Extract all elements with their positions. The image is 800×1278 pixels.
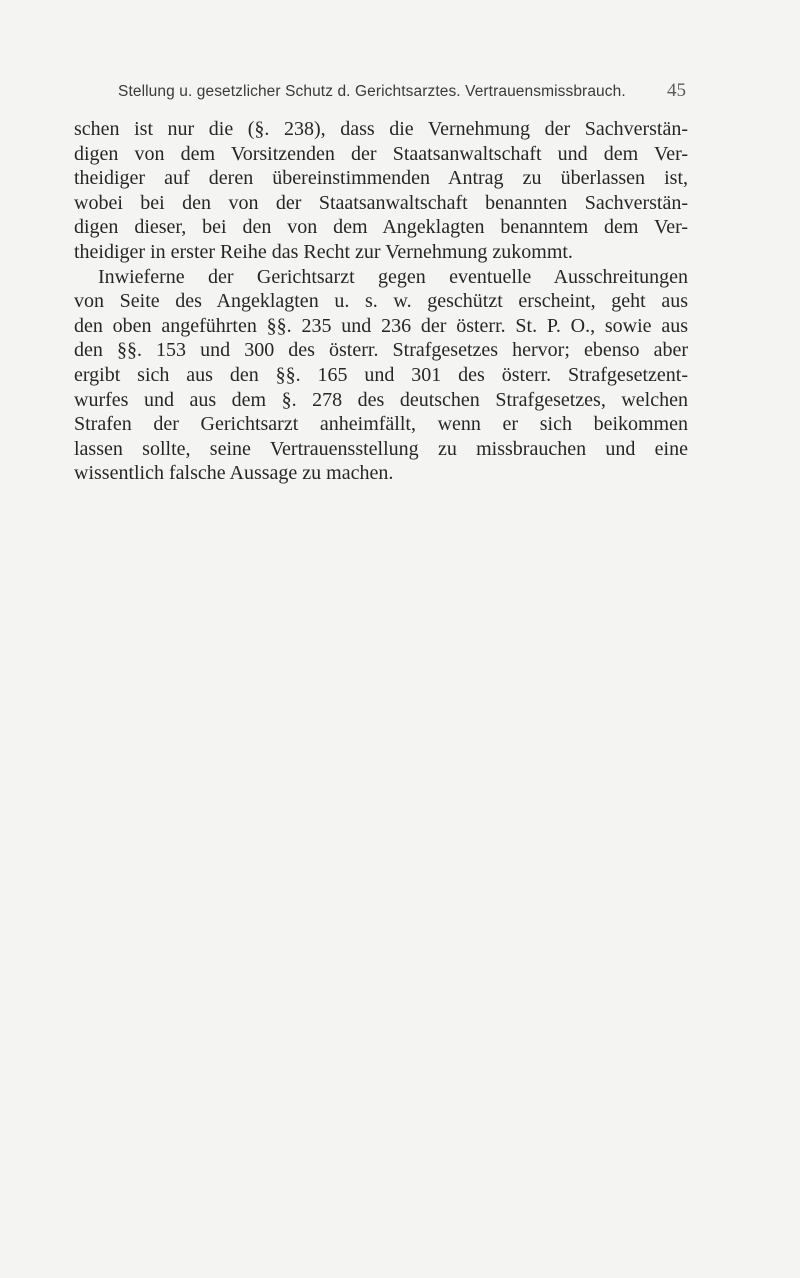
paragraph-1 [74,117,688,265]
text-line: digen dieser, bei den von dem Angeklagten benanntem dem Ver- [74,216,688,239]
text-line: ergibt sich aus den §§. 165 und 301 des österr. Strafgesetzent- [74,363,688,386]
paragraph-2 [74,265,688,486]
text-line: wurfes und aus dem §. 278 des deutschen Strafgesetzes, welchen [74,388,688,411]
text-line: Strafen der Gerichtsarzt anheimfällt, wenn er sich beikommen [74,413,688,436]
body-text [74,117,688,486]
text-line: Inwieferne der Gerichtsarzt gegen eventuelle Ausschreitungen [98,265,688,288]
running-head [118,80,686,106]
text-line: den oben angeführten §§. 235 und 236 der österr. St. P. O., sowie aus [74,314,688,337]
running-title: Stellung u. gesetzlicher Schutz d. Gerichtsarztes. Vertrauensmissbrauch. [118,83,626,100]
text-line: theidiger auf deren übereinstimmenden Antrag zu überlassen ist, [74,167,688,190]
text-line: digen von dem Vorsitzenden der Staatsanwaltschaft und dem Ver- [74,142,688,165]
text-line: schen ist nur die (§. 238), dass die Vernehmung der Sachverstän- [74,118,688,140]
text-line: von Seite des Angeklagten u. s. w. geschützt erscheint, geht aus [74,290,688,313]
page-number: 45 [667,80,686,101]
text-line: wissentlich falsche Aussage zu machen. [74,462,394,485]
text-line: den §§. 153 und 300 des österr. Strafgesetzes hervor; ebenso aber [74,339,688,362]
text-line: lassen sollte, seine Vertrauensstellung zu missbrauchen und eine [74,437,688,460]
text-line: wobei bei den von der Staatsanwaltschaft benannten Sachverstän- [74,191,688,214]
text-line: theidiger in erster Reihe das Recht zur Vernehmung zukommt. [74,240,573,263]
